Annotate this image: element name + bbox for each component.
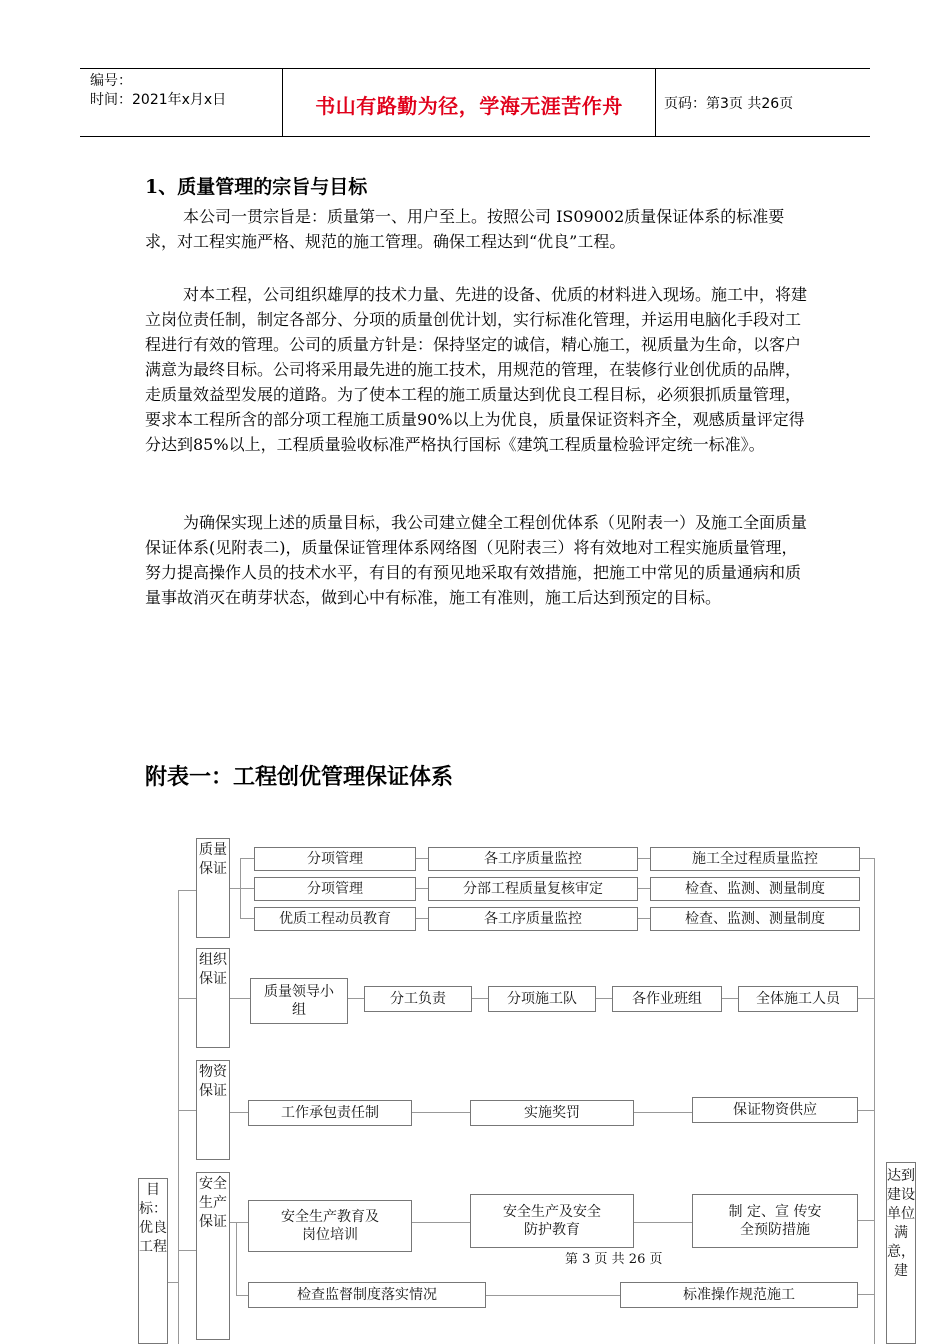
header-top-rule (80, 68, 870, 69)
paragraph: 对本工程，公司组织雄厚的技术力量、先进的设备、优质的材料进入现场。施工中，将建立岗位责任制，制定各部分、分项的质量创优计划，实行标准化管理，并运用电脑化手段对工程进行有效的管理。公司的质量方针是：保持坚定的诚信，精心施工，视质量为生命，以客户满意为最终目标。公司将采用最先进的施工技术，用规范的管理，在装修行业创优质的品牌，走质量效益型发展的道路。为了使本工程的施工质量达到优良工程目标，必须狠抓质量管理，要求本工程所含的部分项工程施工质量90%以上为优良，质量保证资料齐全，观感质量评定得分达到85%以上，工程质量验收标准严格执行国标《建筑工程质量检验评定统一标准》。 (145, 285, 808, 454)
header-divider (655, 68, 656, 136)
connector-line (486, 1295, 620, 1296)
material-item: 保证物资供应 (692, 1097, 858, 1123)
header-slogan: 书山有路勤为径，学海无涯苦作舟 (315, 94, 623, 118)
connector-line (412, 1112, 470, 1113)
quality-item: 优质工程动员教育 (254, 907, 416, 931)
connector-line (178, 890, 179, 1344)
connector-line (722, 998, 738, 999)
connector-line (634, 1112, 692, 1113)
connector-line (416, 888, 428, 889)
category-quality: 质量保证 (196, 838, 230, 938)
connector-line (874, 858, 875, 1344)
connector-line (230, 1222, 248, 1223)
quality-item: 各工序质量监控 (428, 907, 638, 931)
connector-line (178, 890, 198, 891)
connector-line (230, 888, 240, 889)
quality-item: 检查、监测、测量制度 (650, 907, 860, 931)
quality-item: 分项管理 (254, 877, 416, 901)
connector-line (858, 1294, 874, 1295)
quality-item: 检查、监测、测量制度 (650, 877, 860, 901)
org-item: 质量领导小组 (250, 978, 348, 1024)
doc-number: 编号： (90, 73, 132, 89)
category-material: 物资保证 (196, 1060, 230, 1160)
connector-line (178, 1110, 198, 1111)
connector-line (178, 998, 198, 999)
connector-line (240, 858, 254, 859)
quality-item: 分项管理 (254, 847, 416, 871)
appendix-title: 附表一：工程创优管理保证体系 (145, 765, 454, 790)
quality-item: 分部工程质量复核审定 (428, 877, 638, 901)
connector-line (596, 998, 612, 999)
connector-line (348, 998, 364, 999)
quality-item: 施工全过程质量监控 (650, 847, 860, 871)
header-bottom-rule (80, 136, 870, 137)
goal-box: 目标：优良工程 (138, 1178, 168, 1344)
connector-line (858, 1110, 874, 1111)
paragraph: 为确保实现上述的质量目标，我公司建立健全工程创优体系（见附表一）及施工全面质量保证体系(见附表二)，质量保证管理体系网络图（见附表三）将有效地对工程实施质量管理，努力提高操作人员的技术水平，有目的有预见地采取有效措施，把施工中常见的质量通病和质量事故消灭在萌芽状态，做到心中有标准，施工有准则，施工后达到预定的目标。 (145, 513, 808, 607)
org-item: 分工负责 (364, 986, 472, 1012)
safety-item: 标准操作规范施工 (620, 1282, 858, 1308)
connector-line (240, 918, 254, 919)
connector-line (412, 1222, 470, 1223)
connector-line (472, 998, 488, 999)
connector-line (230, 998, 250, 999)
result-box: 达到建设单位满意，建 (886, 1162, 916, 1344)
material-item: 工作承包责任制 (248, 1100, 412, 1126)
org-item: 分项施工队 (488, 986, 596, 1012)
material-item: 实施奖罚 (470, 1100, 634, 1126)
safety-item: 安全生产及安全防护教育 (470, 1194, 634, 1248)
connector-line (858, 1220, 874, 1221)
connector-line (638, 918, 650, 919)
connector-line (860, 858, 874, 859)
connector-line (634, 1222, 692, 1223)
paragraph: 本公司一贯宗旨是：质量第一、用户至上。按照公司 IS09002质量保证体系的标准要求，对工程实施严格、规范的施工管理。确保工程达到“优良”工程。 (145, 207, 785, 251)
connector-line (858, 998, 874, 999)
doc-time: 时间：2021年x月x日 (90, 92, 227, 108)
quality-item: 各工序质量监控 (428, 847, 638, 871)
connector-line (416, 858, 428, 859)
org-item: 各作业班组 (612, 986, 722, 1012)
page-info: 页码：第3页 共26页 (664, 96, 794, 112)
page-footer: 第 3 页 共 26 页 (565, 1252, 663, 1267)
connector-line (236, 1295, 248, 1296)
category-org: 组织保证 (196, 948, 230, 1048)
connector-line (416, 918, 428, 919)
connector-line (638, 888, 650, 889)
section-title: 1、质量管理的宗旨与目标 (145, 176, 368, 198)
safety-item: 检查监督制度落实情况 (248, 1282, 486, 1308)
connector-line (230, 1112, 248, 1113)
connector-line (236, 1222, 237, 1296)
safety-item: 安全生产教育及岗位培训 (248, 1200, 412, 1252)
connector-line (178, 1250, 198, 1251)
category-safety: 安全生产保证 (196, 1172, 230, 1340)
connector-line (638, 858, 650, 859)
connector-line (240, 888, 254, 889)
org-item: 全体施工人员 (738, 986, 858, 1012)
safety-item: 制 定、宣 传安全预防措施 (692, 1194, 858, 1248)
